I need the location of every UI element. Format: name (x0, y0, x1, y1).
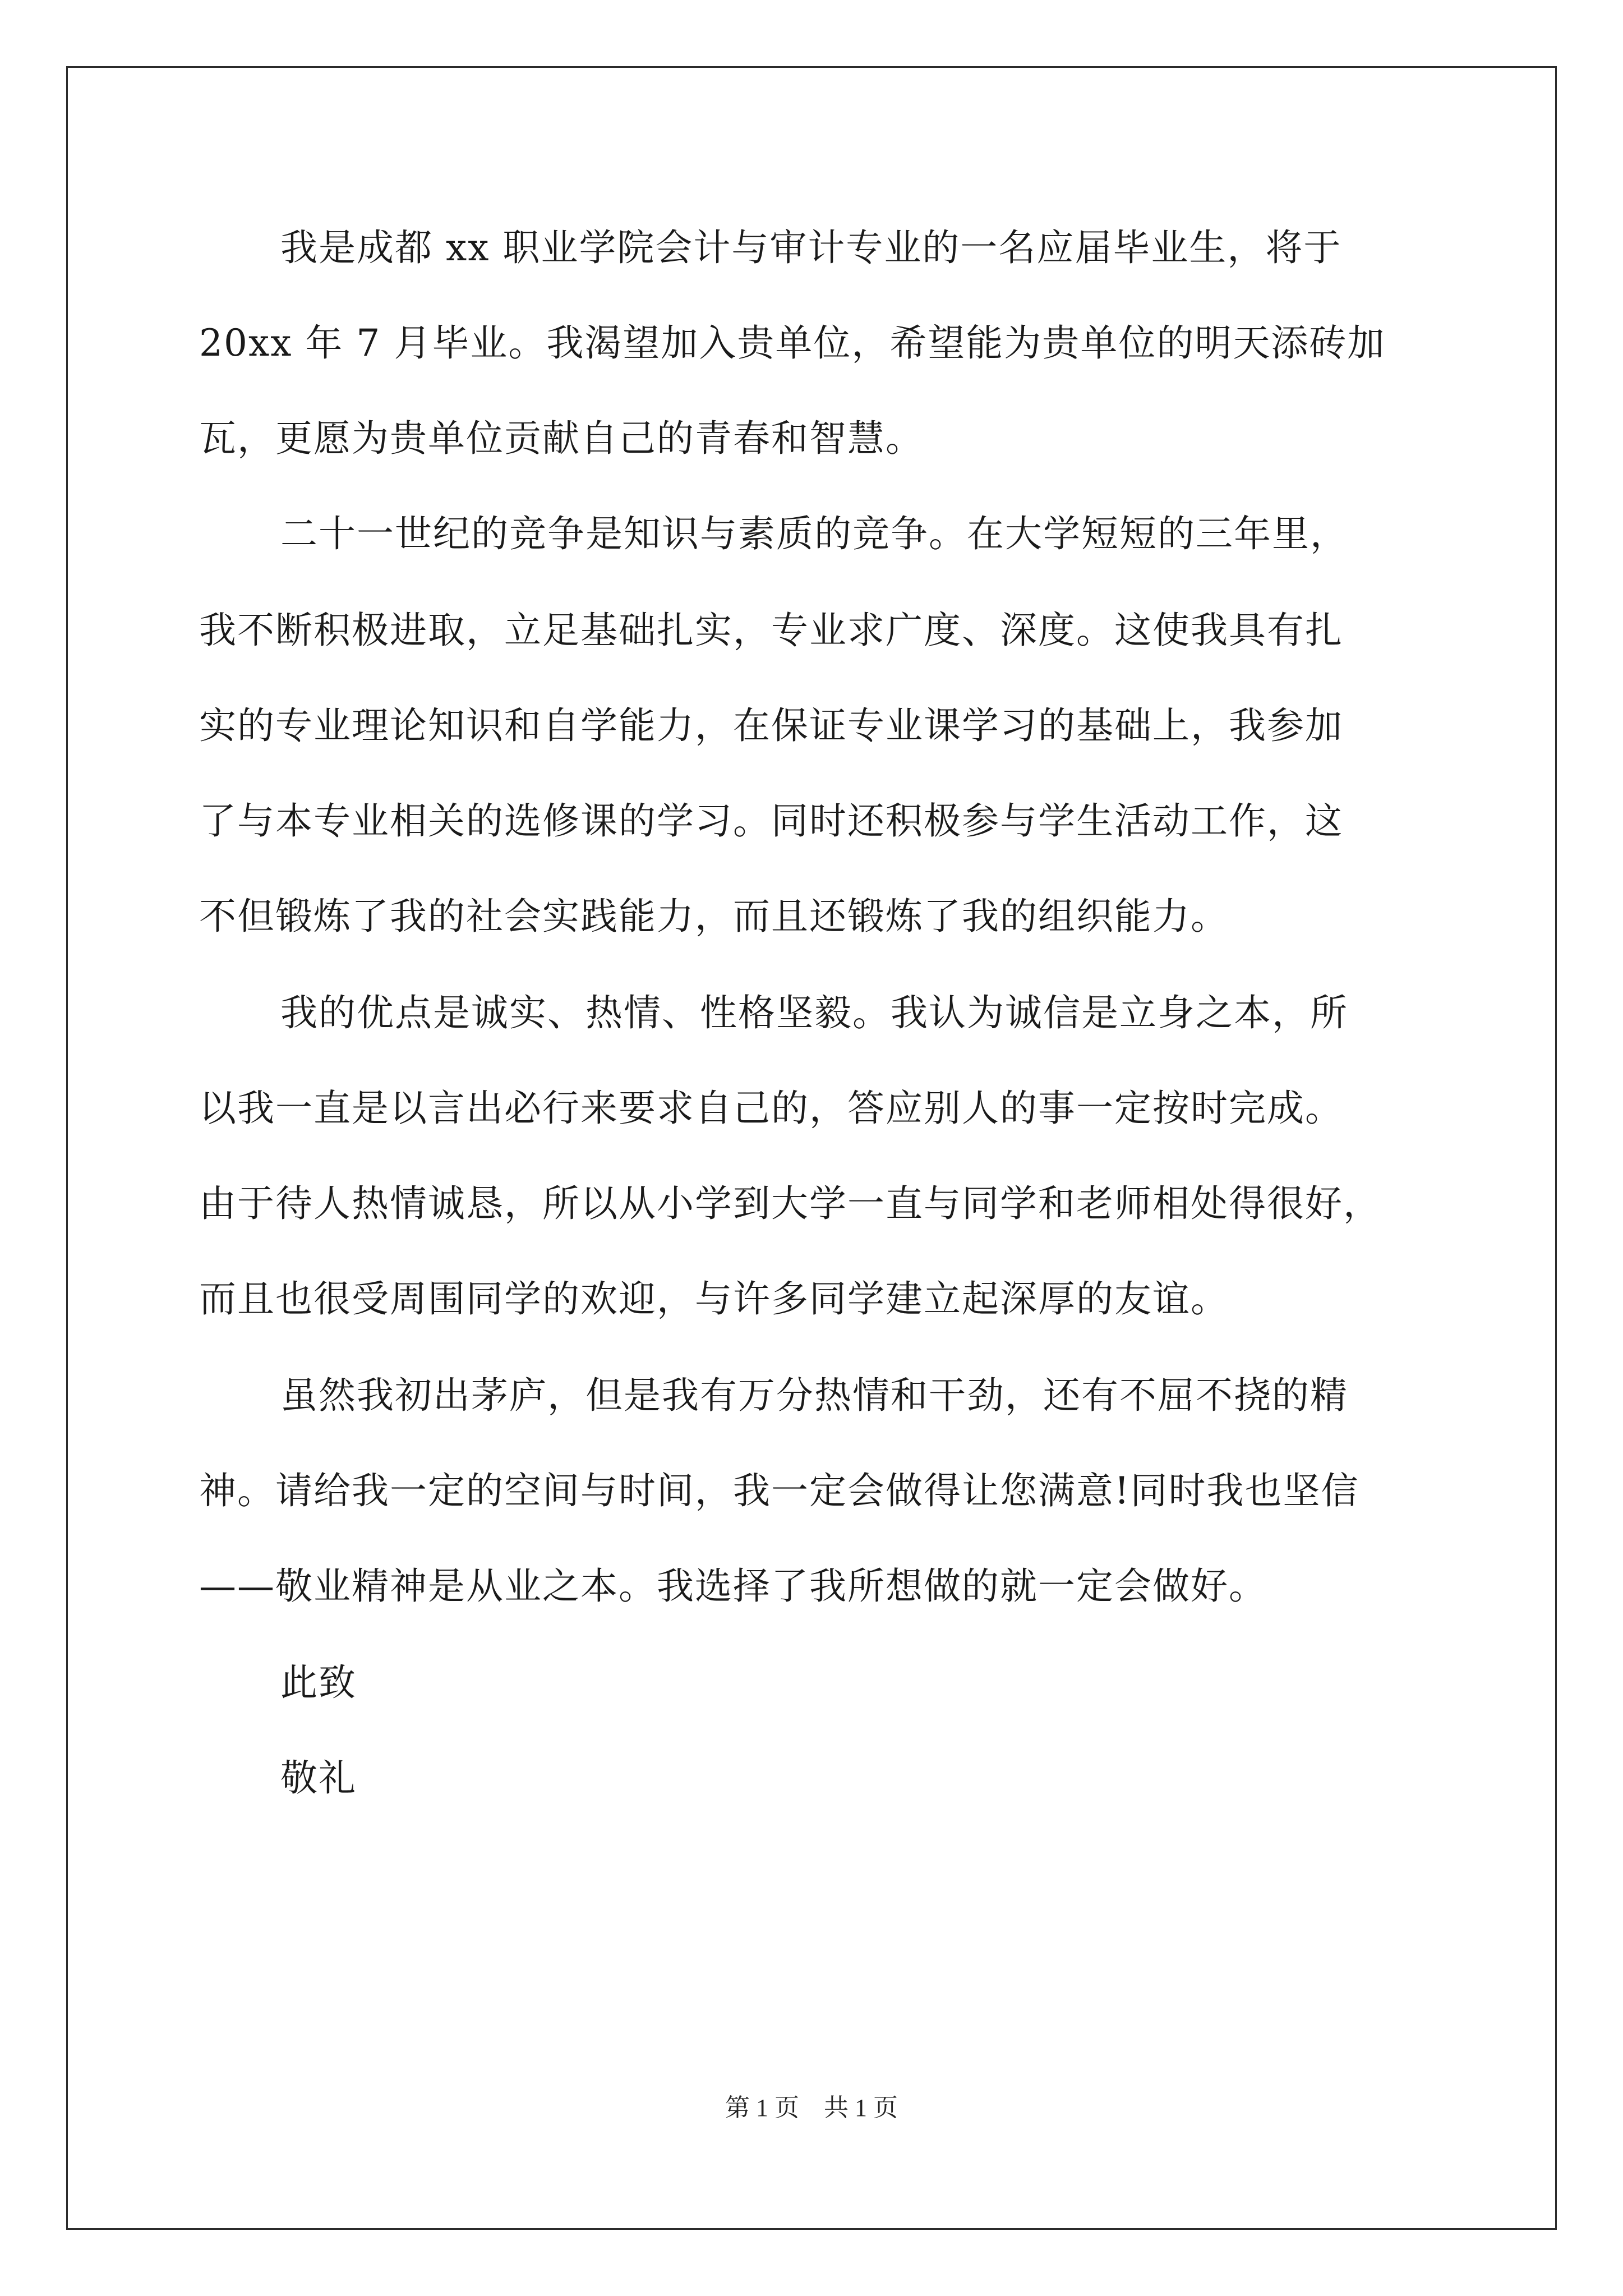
paragraph-2-line-5: 不但锻炼了我的社会实践能力，而且还锻炼了我的组织能力。 (199, 895, 1229, 938)
paragraph-3-line-2: 以我一直是以言出必行来要求自己的，答应别人的事一定按时完成。 (199, 1087, 1343, 1130)
paragraph-2-line-4: 了与本专业相关的选修课的学习。同时还积极参与学生活动工作，这 (199, 799, 1343, 843)
paragraph-4-line-2: 神。请给我一定的空间与时间，我一定会做得让您满意!同时我也坚信 (199, 1469, 1359, 1512)
paragraph-3-line-3: 由于待人热情诚恳，所以从小学到大学一直与同学和老师相处得很好， (199, 1182, 1381, 1225)
closing-regards: 敬礼 (280, 1756, 357, 1800)
paragraph-4-line-1: 虽然我初出茅庐，但是我有万分热情和干劲，还有不屈不挠的精 (280, 1374, 1348, 1417)
paragraph-2-line-2: 我不断积极进取，立足基础扎实，专业求广度、深度。这使我具有扎 (199, 609, 1343, 652)
paragraph-2-line-3: 实的专业理论知识和自学能力，在保证专业课学习的基础上，我参加 (199, 704, 1343, 747)
paragraph-3-line-4: 而且也很受周围同学的欢迎，与许多同学建立起深厚的友谊。 (199, 1277, 1229, 1320)
page-footer: 第 1 页 共 1 页 (725, 2094, 898, 2122)
paragraph-1-line-2: 20xx 年 7 月毕业。我渴望加入贵单位，希望能为贵单位的明天添砖加 (199, 321, 1386, 365)
paragraph-1-line-3: 瓦，更愿为贵单位贡献自己的青春和智慧。 (199, 417, 924, 460)
paragraph-4-line-3: ——敬业精神是从业之本。我选择了我所想做的就一定会做好。 (199, 1565, 1267, 1608)
paragraph-3-line-1: 我的优点是诚实、热情、性格坚毅。我认为诚信是立身之本，所 (280, 991, 1348, 1034)
paragraph-2-line-1: 二十一世纪的竞争是知识与素质的竞争。在大学短短的三年里， (280, 512, 1348, 555)
page-border (66, 66, 1557, 2230)
closing-salutation: 此致 (280, 1661, 357, 1704)
paragraph-1-line-1: 我是成都 xx 职业学院会计与审计专业的一名应届毕业生，将于 (280, 226, 1342, 269)
